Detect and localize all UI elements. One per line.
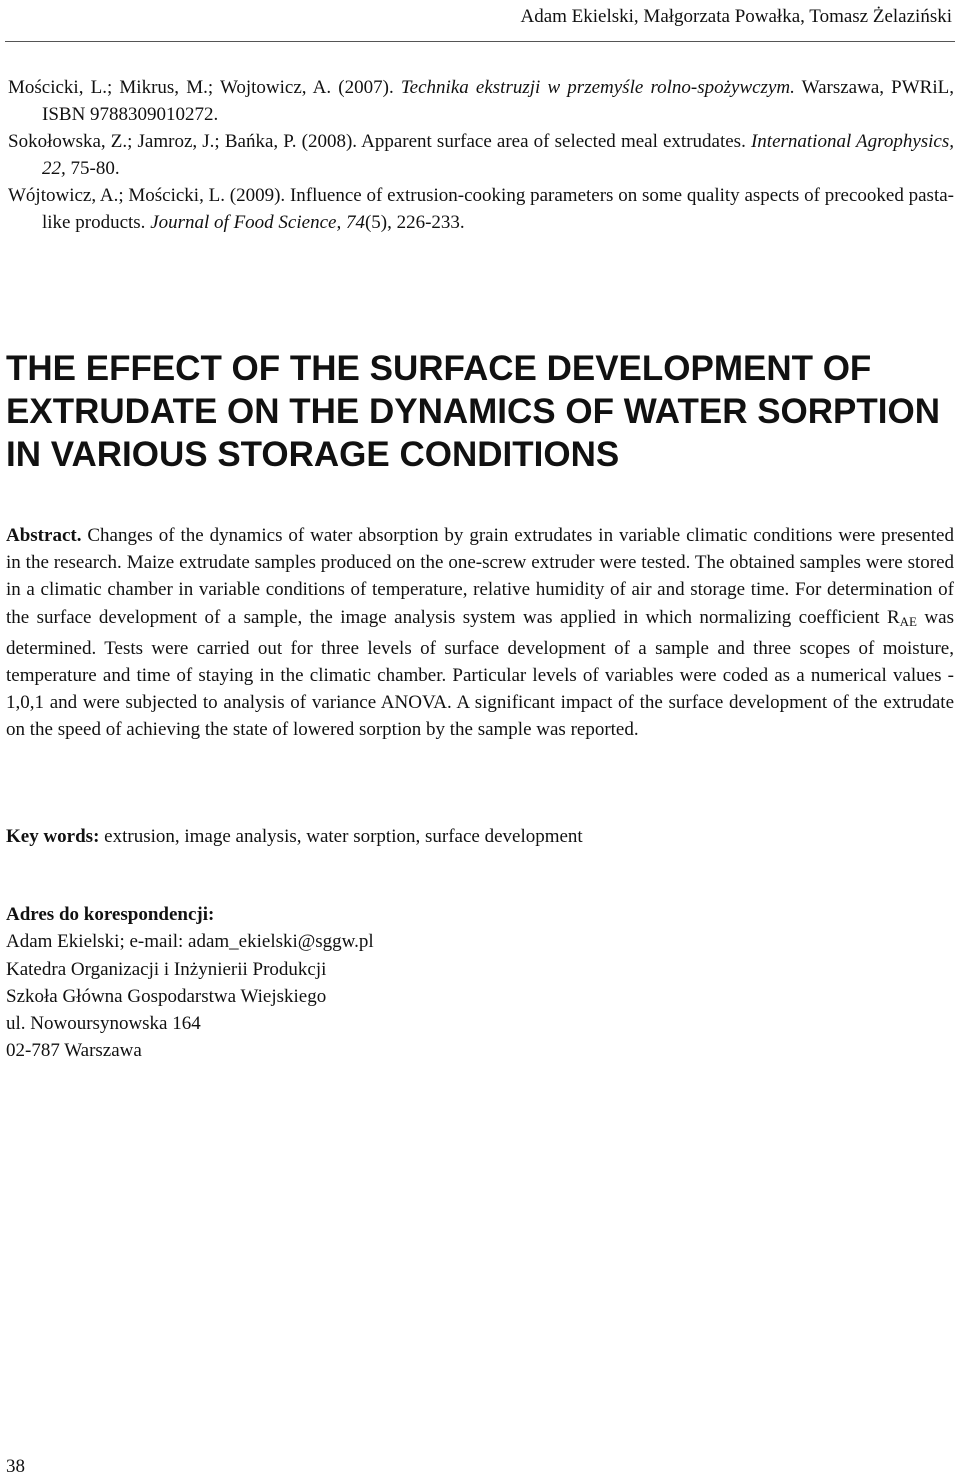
correspondence-line: ul. Nowoursynowska 164 [6, 1013, 201, 1035]
abstract-text: Changes of the dynamics of water absorption by grain extrudates in variable climatic conditions were presented in the research. Maize extrudate samples produced on the one-screw extruder were tested. The obtained samples were stored in a climatic chamber in variable conditions of temperature, relative humidity of air and storage time. For determination of the surface development of a sample, the image analysis system was applied in which normalizing coefficient R [6, 525, 954, 628]
abstract-label: Abstract. [6, 525, 82, 546]
correspondence-line: Katedra Organizacji i Inżynierii Produkcji [6, 958, 327, 980]
reference-journal: Journal of Food Science, 74 [150, 212, 365, 233]
abstract-text-continued: was determined. Tests were carried out for three levels of surface development of a sample and three scopes of moisture, temperature and time of staying in the climatic chamber. Particular levels of variables were coded as a numerical values - 1,0,1 and were subjected to analysis of variance ANOVA. A significant impact of the surface development of the extrudate on the speed of achieving the state of lowered sorption by the sample was reported. [6, 606, 954, 741]
reference-authors: Mościcki, L.; Mikrus, M.; Wojtowicz, A. (2007). [8, 77, 401, 98]
correspondence-block [6, 901, 374, 1065]
reference-rest: 75-80. [65, 158, 120, 179]
paper-title: THE EFFECT OF THE SURFACE DEVELOPMENT OF EXTRUDATE ON THE DYNAMICS OF WATER SORPTION IN VARIOUS STORAGE CONDITIONS [6, 349, 940, 474]
keywords-label: Key words: [6, 826, 100, 847]
reference-rest: (5), 226-233. [364, 212, 465, 233]
reference-journal: International Agrophysics, 22, [42, 131, 955, 179]
reference-item [8, 182, 954, 236]
correspondence-line: 02-787 Warszawa [6, 1040, 142, 1062]
running-header: Adam Ekielski, Małgorzata Powałka, Tomasz Żelaziński [520, 6, 952, 27]
reference-rest: Warszawa, PWRiL, ISBN 9788309010272. [42, 77, 954, 125]
correspondence-line: Szkoła Główna Gospodarstwa Wiejskiego [6, 985, 327, 1007]
reference-list [8, 74, 954, 236]
reference-item [8, 74, 954, 128]
reference-authors: Wójtowicz, A.; Mościcki, L. (2009). Influence of extrusion-cooking parameters on some quality aspects of precooked pasta-like products. [8, 185, 954, 233]
reference-title: Technika ekstruzji w przemyśle rolno-spożywczym. [400, 77, 795, 98]
correspondence-line: Adam Ekielski; e-mail: adam_ekielski@sggw.pl [6, 931, 374, 953]
page-number: 38 [6, 1456, 25, 1477]
reference-authors: Sokołowska, Z.; Jamroz, J.; Bańka, P. (2008). Apparent surface area of selected meal extrudates. [8, 131, 751, 152]
keywords-text: extrusion, image analysis, water sorption, surface development [99, 826, 583, 847]
correspondence-heading: Adres do korespondencji: [6, 904, 215, 925]
keywords [6, 826, 583, 848]
abstract [6, 522, 954, 744]
reference-item [8, 128, 954, 182]
header-rule [5, 41, 955, 42]
abstract-subscript: AE [899, 613, 917, 629]
